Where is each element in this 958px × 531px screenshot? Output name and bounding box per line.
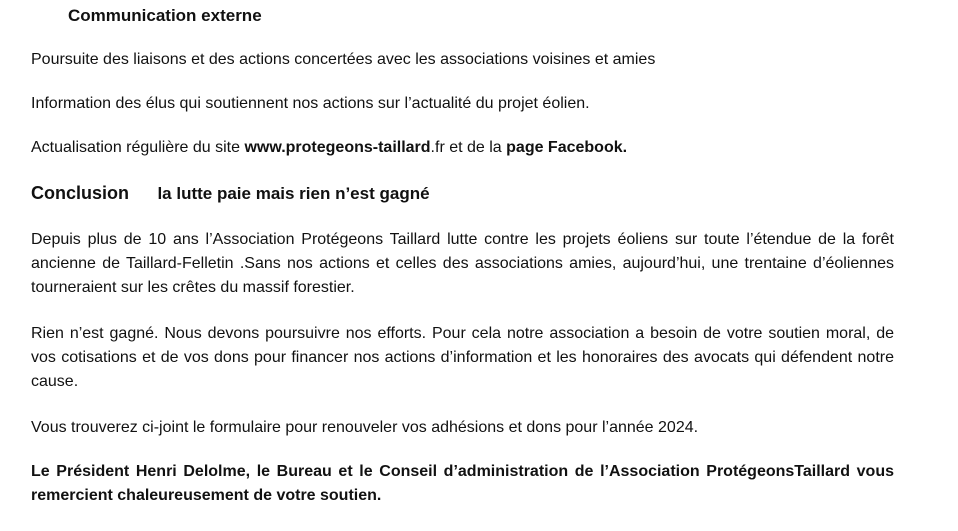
- text-line-actualisation: [31, 136, 894, 160]
- text-line-information: Information des élus qui soutiennent nos actions sur l’actualité du projet éolien.: [31, 95, 590, 112]
- text-segment: Actualisation régulière du site: [31, 139, 245, 156]
- conclusion-subheading: la lutte paie mais rien n’est gagné: [157, 184, 430, 203]
- text-line-liaisons: Poursuite des liaisons et des actions concertées avec les associations voisines et amies: [31, 51, 656, 68]
- facebook-page-link[interactable]: page Facebook.: [506, 139, 628, 156]
- section-title: Communication externe: [68, 6, 262, 25]
- signature: Le Président Henri Delolme, le Bureau et le Conseil d’administration de l’Association ProtégeonsTaillard vous remercient chaleureusement de votre soutien.: [31, 463, 894, 504]
- website-link[interactable]: www.protegeons-taillard: [244, 139, 431, 156]
- conclusion-heading: Conclusion: [31, 183, 129, 203]
- paragraph-form: Vous trouverez ci-joint le formulaire pour renouveler vos adhésions et dons pour l’année 2024.: [31, 419, 699, 436]
- paragraph-history: Depuis plus de 10 ans l’Association Protégeons Taillard lutte contre les projets éoliens sur toute l’étendue de la forêt ancienne de Taillard-Felletin .Sans nos actions et celles des associations amies, aujourd’hui, une trentaine d’éoliennes tourneraient sur les crêtes du massif forestier.: [31, 231, 894, 296]
- paragraph-support: Rien n’est gagné. Nous devons poursuivre nos efforts. Pour cela notre association a besoin de votre soutien moral, de vos cotisations et de vos dons pour financer nos actions d’information et les honoraires des avocats qui défendent notre cause.: [31, 325, 894, 390]
- conclusion-heading-row: [31, 180, 894, 208]
- text-segment: .fr et de la: [430, 139, 507, 156]
